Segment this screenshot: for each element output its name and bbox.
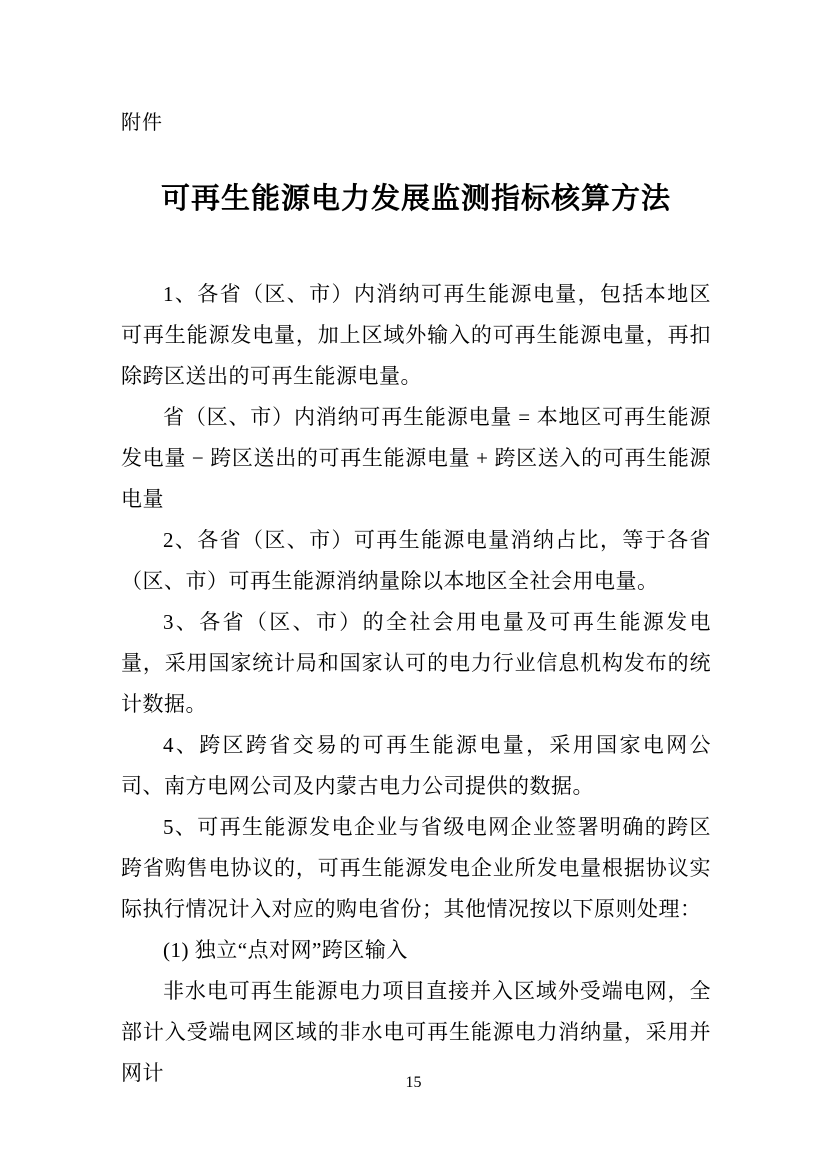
- paragraph-4: 3、各省（区、市）的全社会用电量及可再生能源发电量，采用国家统计局和国家认可的电力行业信息机构发布的统计数据。: [121, 610, 711, 716]
- paragraph-7-subitem: (1) 独立“点对网”跨区输入: [163, 938, 408, 962]
- attachment-label: 附件: [121, 112, 163, 134]
- document-body: [121, 274, 711, 1094]
- paragraph-5: 4、跨区跨省交易的可再生能源电量，采用国家电网公司、南方电网公司及内蒙古电力公司提供的数据。: [121, 733, 711, 798]
- page-number: 15: [405, 1074, 422, 1091]
- paragraph-8: 非水电可再生能源电力项目直接并入区域外受端电网，全部计入受端电网区域的非水电可再生能源电力消纳量，采用并网计: [121, 979, 711, 1085]
- paragraph-3: 2、各省（区、市）可再生能源电量消纳占比，等于各省（区、市）可再生能源消纳量除以本地区全社会用电量。: [121, 528, 711, 593]
- document-title: 可再生能源电力发展监测指标核算方法: [160, 183, 671, 215]
- paragraph-2-formula: 省（区、市）内消纳可再生能源电量 = 本地区可再生能源发电量 − 跨区送出的可再生能源电量 + 跨区送入的可再生能源电量: [121, 405, 711, 511]
- paragraph-6: 5、可再生能源发电企业与省级电网企业签署明确的跨区跨省购售电协议的，可再生能源发电企业所发电量根据协议实际执行情况计入对应的购电省份；其他情况按以下原则处理：: [121, 815, 711, 921]
- page-content: [121, 110, 711, 1094]
- paragraph-1: 1、各省（区、市）内消纳可再生能源电量，包括本地区可再生能源发电量，加上区域外输入的可再生能源电量，再扣除跨区送出的可再生能源电量。: [121, 282, 711, 388]
